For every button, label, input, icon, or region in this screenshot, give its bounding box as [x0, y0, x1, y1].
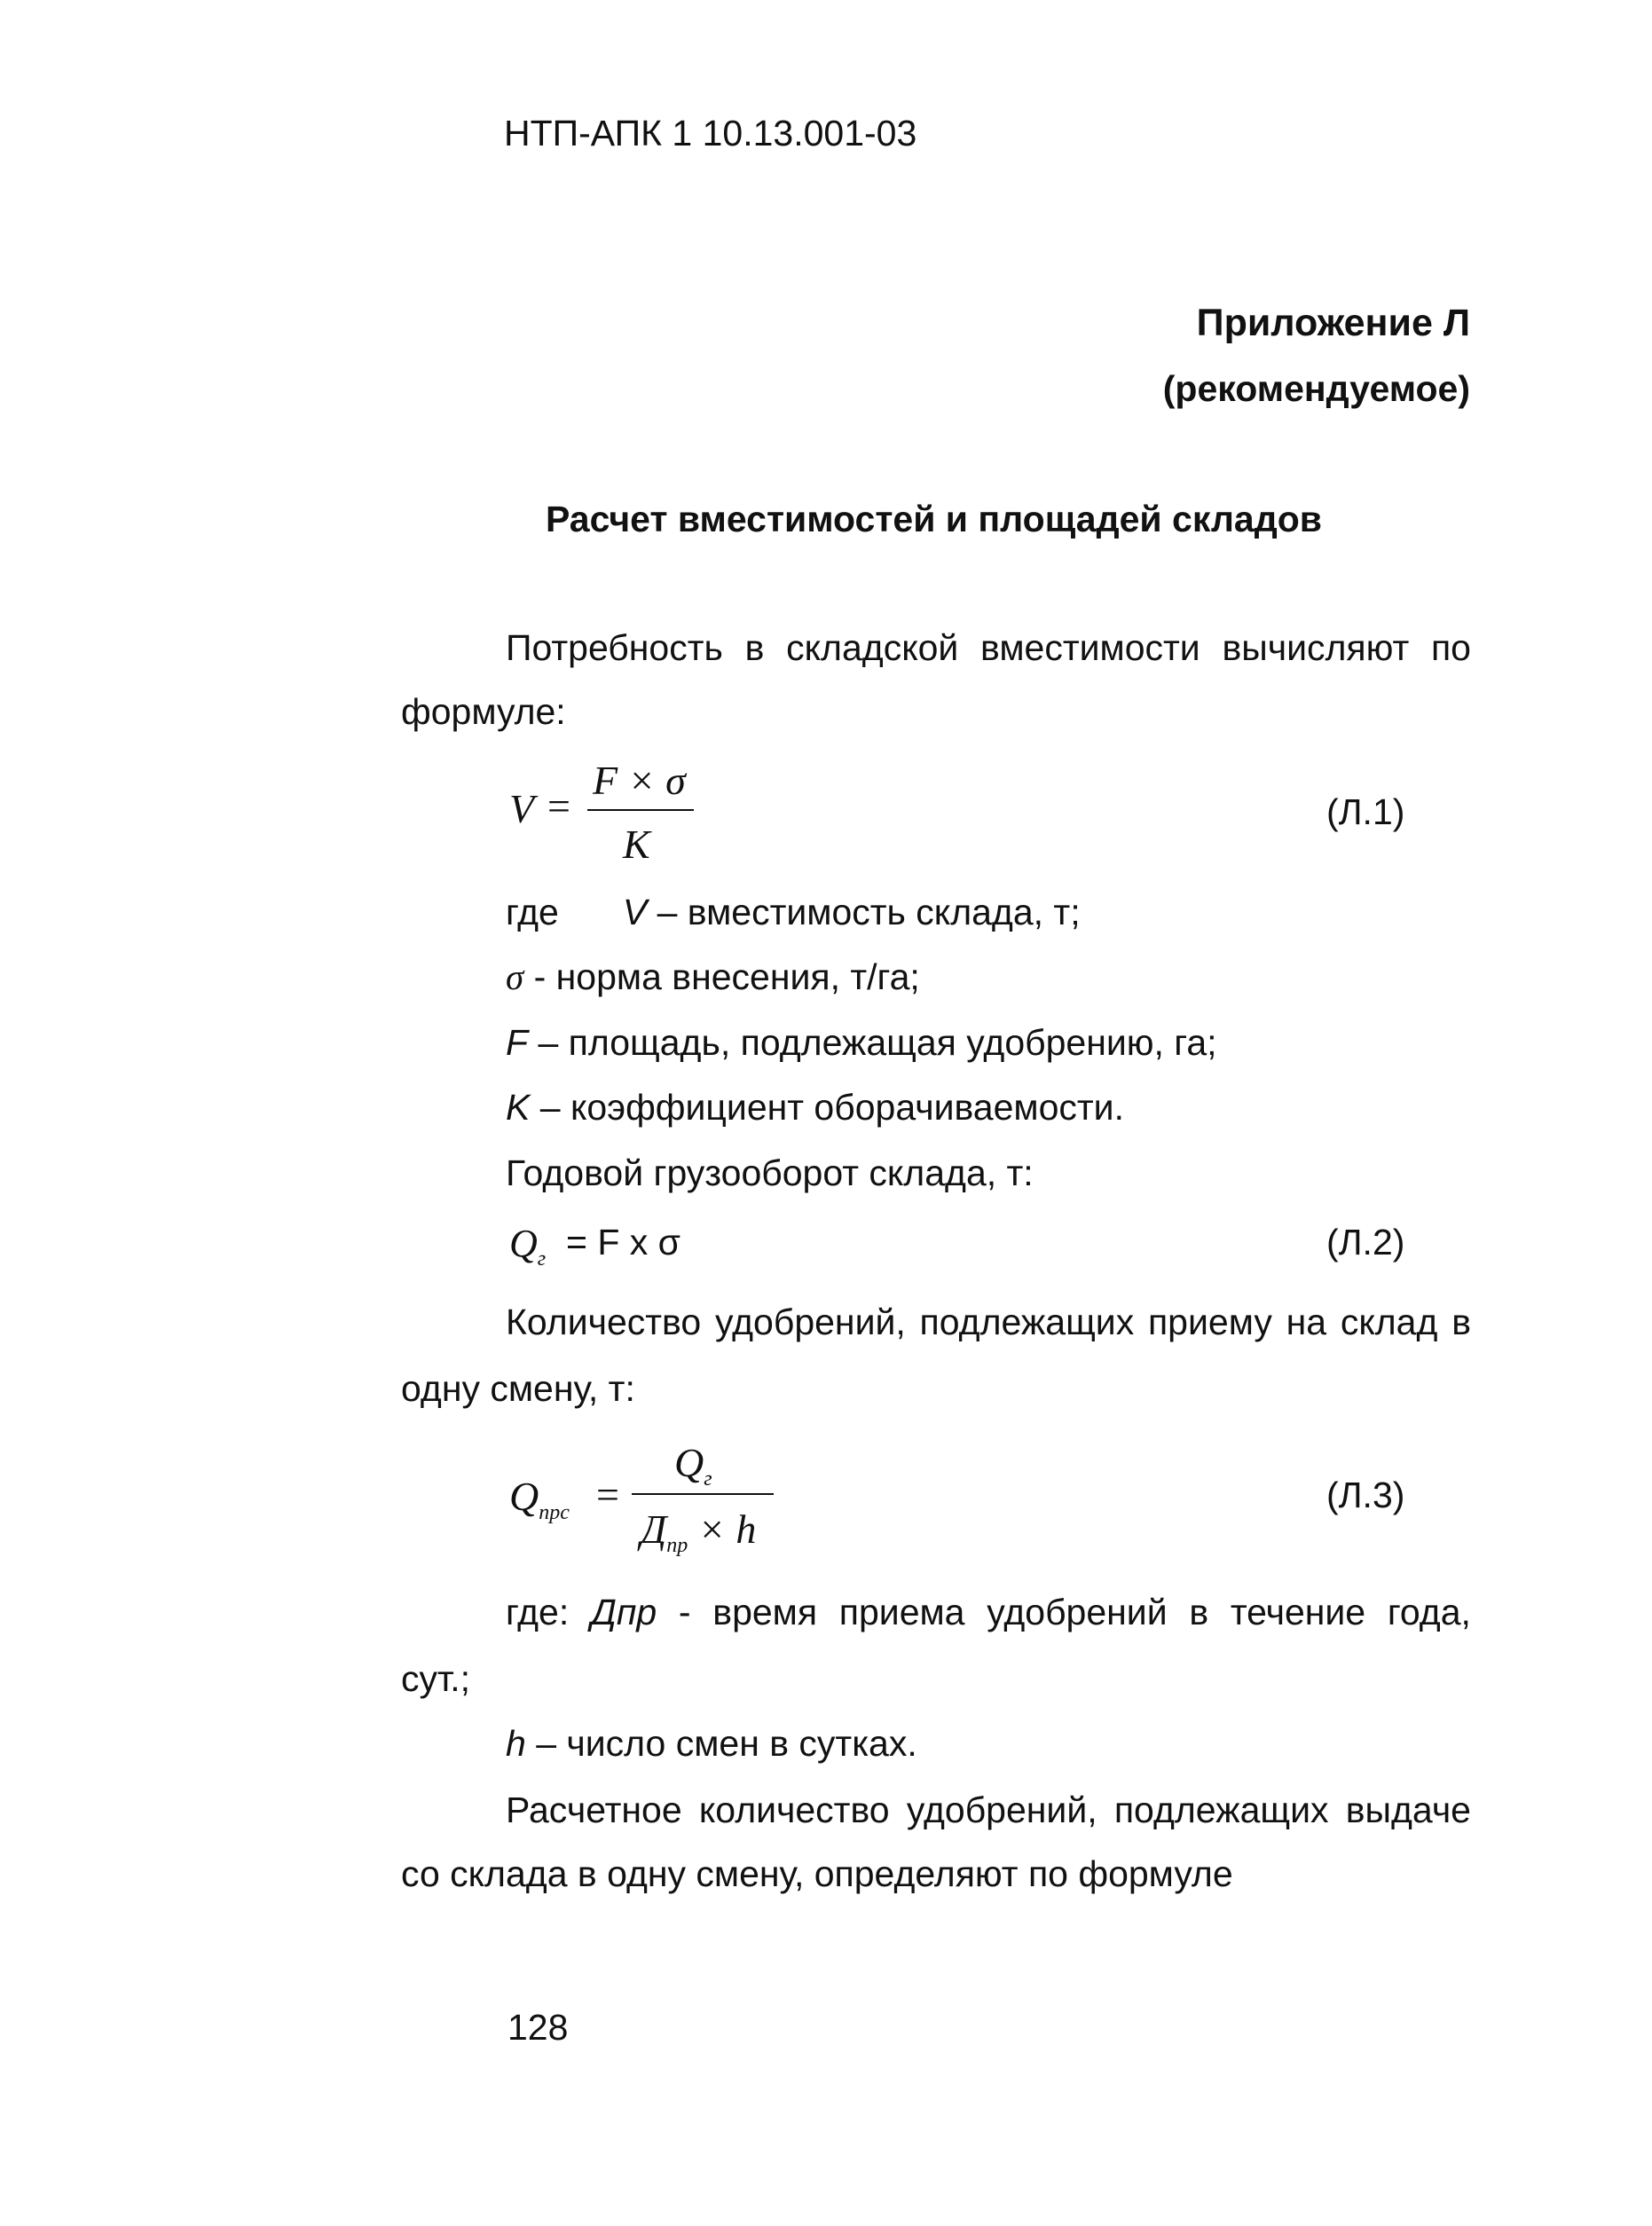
- word: на: [1286, 1302, 1327, 1342]
- formula-l1-number: (Л.1): [1326, 791, 1405, 832]
- paragraph-1-line-1: [506, 627, 1471, 668]
- symbol-h: h: [506, 1723, 526, 1764]
- word: приему: [1147, 1302, 1272, 1342]
- word: удобрений,: [714, 1302, 906, 1342]
- symbol-k: K: [506, 1087, 531, 1128]
- word: в: [1189, 1592, 1209, 1632]
- where-line-f: [506, 1022, 1217, 1063]
- word: складской: [786, 627, 959, 668]
- document-code: НТП-АПК 1 10.13.001-03: [504, 113, 917, 153]
- paragraph-1-line-2: формуле:: [401, 691, 566, 732]
- symbol-f: F: [506, 1022, 529, 1063]
- symbol-dpr: Дпр: [590, 1592, 657, 1632]
- formula-l2-rhs: = F x σ: [566, 1222, 680, 1262]
- word: где:: [506, 1592, 570, 1632]
- word: Расчетное: [506, 1789, 682, 1830]
- definition-v: – вместимость склада, т;: [647, 892, 1081, 932]
- word: выдаче: [1345, 1789, 1471, 1830]
- formula-l3-fraction-bar: [632, 1493, 774, 1495]
- paragraph-3-line-2: со склада в одну смену, определяют по формуле: [401, 1853, 1233, 1894]
- word: склад: [1340, 1302, 1438, 1342]
- word: -: [678, 1592, 691, 1632]
- formula-l3-denominator: $Д_{пр} \times h$: [641, 1506, 757, 1558]
- formula-l1-lhs: V: [509, 786, 535, 831]
- formula-l1-fraction-bar: [587, 809, 694, 811]
- word: удобрений: [987, 1592, 1168, 1632]
- formula-l2-number: (Л.2): [1326, 1222, 1405, 1262]
- where-2-line-2: сут.;: [401, 1658, 471, 1699]
- word: года,: [1387, 1592, 1471, 1632]
- where-line-k: [506, 1089, 1124, 1126]
- formula-l3-numerator: $Q_г$: [674, 1440, 712, 1491]
- word: вместимости: [980, 627, 1200, 668]
- word: в: [744, 627, 765, 668]
- paragraph-2-line-2: одну смену, т:: [401, 1368, 635, 1409]
- word: удобрений,: [906, 1789, 1097, 1830]
- formula-l3-lhs: $Q_{прс}$: [509, 1474, 570, 1525]
- word: Количество: [506, 1302, 702, 1342]
- definition-sigma: - норма внесения, т/га;: [523, 956, 920, 997]
- where-line-sigma: [506, 956, 920, 997]
- section-title: Расчет вместимостей и площадей складов: [546, 499, 1322, 539]
- definition-k: – коэффициент оборачиваемости.: [530, 1087, 1124, 1128]
- word: течение: [1230, 1592, 1366, 1632]
- page-number: 128: [507, 2007, 569, 2048]
- appendix-status: (рекомендуемое): [1162, 368, 1470, 409]
- paragraph-2-line-1: [506, 1304, 1471, 1341]
- where-line-h: [506, 1723, 917, 1764]
- word: вычисляют: [1222, 627, 1410, 668]
- word: подлежащих: [1113, 1789, 1329, 1830]
- word: Потребность: [506, 627, 723, 668]
- word: приема: [838, 1592, 965, 1632]
- word: подлежащих: [919, 1302, 1135, 1342]
- appendix-title: Приложение Л: [1196, 302, 1470, 344]
- formula-l3-equals: =: [596, 1472, 619, 1517]
- word: время: [712, 1592, 818, 1632]
- word: по: [1430, 627, 1471, 668]
- paragraph-3-line-1: [506, 1789, 1471, 1830]
- formula-l1-equals: =: [547, 783, 570, 829]
- word: количество: [698, 1789, 890, 1830]
- formula-l1-denominator: K: [623, 822, 650, 867]
- where-2-line-1: [506, 1594, 1471, 1631]
- definition-h: – число смен в сутках.: [525, 1723, 917, 1764]
- where-label: где: [506, 892, 559, 932]
- formula-l2-lhs: $Q_г$: [509, 1222, 547, 1270]
- formula-l1-numerator: F × σ: [593, 758, 686, 803]
- word: в: [1451, 1302, 1471, 1342]
- formula-l3-number: (Л.3): [1326, 1475, 1405, 1515]
- annual-turnover-text: Годовой грузооборот склада, т:: [506, 1152, 1034, 1193]
- where-line-v: [506, 894, 1081, 931]
- symbol-sigma: σ: [506, 956, 524, 997]
- definition-f: – площадь, подлежащая удобрению, га;: [528, 1022, 1217, 1063]
- symbol-v: V: [622, 892, 648, 932]
